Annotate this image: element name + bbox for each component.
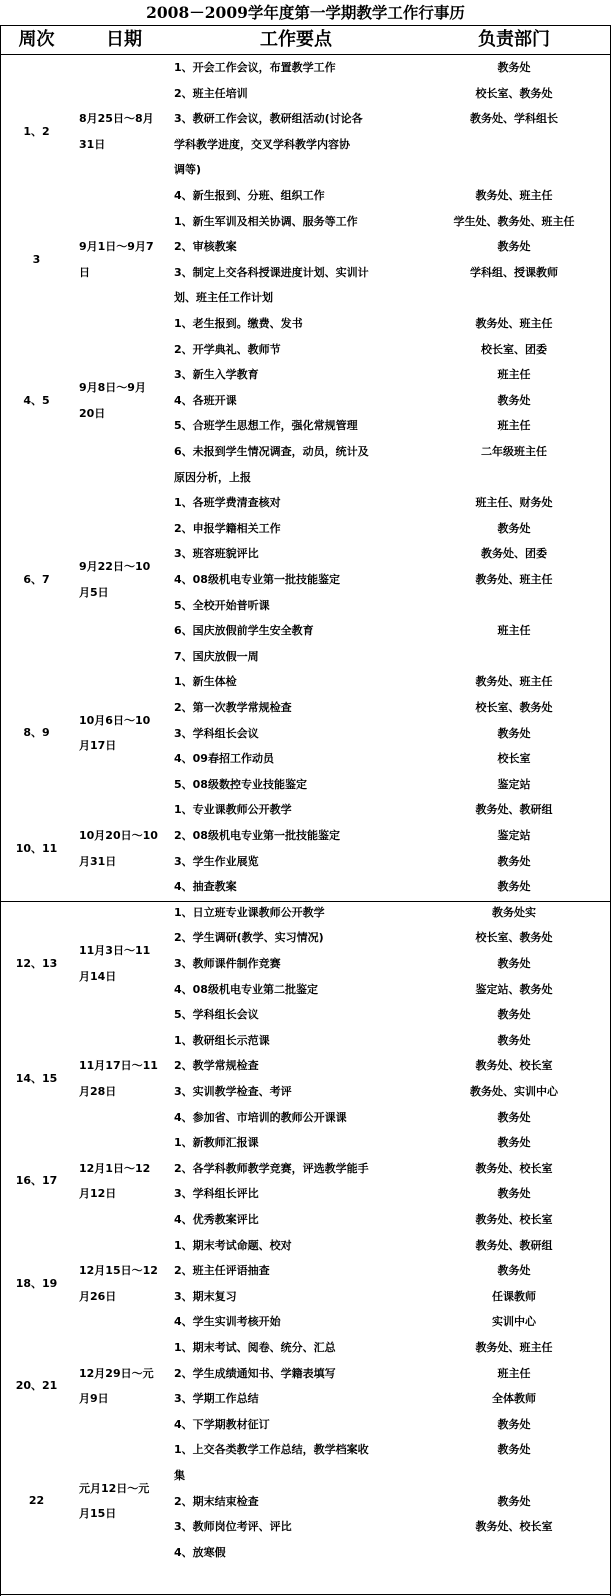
task-item: 7、国庆放假一周 bbox=[174, 649, 259, 663]
task-item: 2、开学典礼、教师节 bbox=[174, 342, 281, 356]
department-cell: 校长室 bbox=[497, 752, 531, 766]
department-cell: 教务处 bbox=[497, 1033, 531, 1047]
department-cell: 学科组、授课教师 bbox=[470, 265, 558, 279]
date-cell: 12月1日～12 月12日 bbox=[79, 1161, 151, 1201]
department-cell: 教务处 bbox=[497, 1136, 531, 1150]
task-item: 4、放寒假 bbox=[174, 1545, 226, 1559]
department-cell: 教务处 bbox=[497, 1110, 531, 1124]
task-item: 1、教研组长示范课 bbox=[174, 1033, 270, 1047]
task-item: 1、新教师汇报课 bbox=[174, 1136, 259, 1150]
task-item: 4、参加省、市培训的教师公开课课 bbox=[174, 1110, 347, 1124]
department-cell: 教务处、班主任 bbox=[475, 189, 553, 202]
department-cell: 全体教师 bbox=[492, 1392, 536, 1406]
task-item: 2、各学科教师教学竞赛，评选教学能手 bbox=[174, 1161, 369, 1175]
department-cell: 教务处 bbox=[497, 240, 531, 254]
date-cell: 9月1日～9月7 日 bbox=[79, 240, 154, 279]
date-cell: 10月20日～10 月31日 bbox=[79, 829, 158, 868]
task-item: 4、新生报到、分班、组织工作 bbox=[174, 189, 325, 202]
department-cell: 班主任 bbox=[497, 624, 531, 638]
department-cell: 班主任 bbox=[497, 368, 531, 382]
task-item: 1、开会工作会议，布置教学工作 bbox=[174, 61, 336, 74]
department-cell: 班主任 bbox=[497, 1366, 531, 1380]
week-cell: 12、13 bbox=[15, 956, 58, 970]
header-week: 周次 bbox=[18, 29, 55, 50]
department-cell: 教务处、校长室 bbox=[475, 1161, 553, 1175]
department-cell: 教务处、校长室 bbox=[475, 1520, 553, 1534]
task-item: 3、学科组长评比 bbox=[174, 1187, 259, 1201]
task-item: 2、学生成绩通知书、学籍表填写 bbox=[174, 1366, 336, 1380]
week-cell: 4、5 bbox=[23, 393, 50, 407]
department-cell: 教务处、校长室 bbox=[475, 1213, 553, 1226]
department-cell: 教务处、教研组 bbox=[475, 1238, 553, 1252]
department-cell: 校长室、教务处 bbox=[475, 86, 553, 100]
department-cell: 任课教师 bbox=[492, 1289, 536, 1303]
department-cell: 教务处、学科组长 bbox=[470, 112, 558, 126]
task-item: 3、学科组长会议 bbox=[174, 726, 259, 740]
week-cell: 8、9 bbox=[23, 726, 50, 740]
date-cell: 11月17日～11 月28日 bbox=[79, 1059, 158, 1098]
task-item: 2、第一次教学常规检查 bbox=[174, 701, 292, 714]
department-cell: 教务处 bbox=[497, 1494, 531, 1508]
task-item: 3、学期工作总结 bbox=[174, 1392, 259, 1406]
task-item: 5、08级数控专业技能鉴定 bbox=[174, 777, 307, 791]
department-cell: 教务处、班主任 bbox=[475, 573, 553, 586]
date-cell: 元月12日～元 月15日 bbox=[79, 1481, 150, 1521]
department-cell: 教务处、班主任 bbox=[475, 317, 553, 330]
task-item: 5、全校开始普听课 bbox=[174, 598, 270, 612]
department-cell: 教务处 bbox=[497, 61, 531, 74]
task-item: 2、期末结束检查 bbox=[174, 1494, 259, 1508]
department-cell: 教务处、实训中心 bbox=[470, 1085, 558, 1098]
task-item: 4、08级机电专业第二批鉴定 bbox=[174, 982, 318, 996]
date-cell: 12月29日～元 月9日 bbox=[79, 1366, 154, 1406]
task-item: 2、08级机电专业第一批技能鉴定 bbox=[174, 829, 340, 842]
week-cell: 18、19 bbox=[15, 1276, 58, 1290]
department-cell: 教务处 bbox=[497, 1008, 531, 1022]
task-item: 1、新生体检 bbox=[174, 675, 237, 689]
week-cell: 6、7 bbox=[23, 572, 50, 586]
department-cell: 教务处、班主任 bbox=[475, 1341, 553, 1354]
task-item: 4、优秀教案评比 bbox=[174, 1213, 259, 1226]
department-cell: 教务处 bbox=[497, 880, 531, 894]
department-cell: 班主任、财务处 bbox=[475, 496, 553, 510]
task-item: 1、期末考试、阅卷、统分、汇总 bbox=[174, 1341, 336, 1354]
task-item: 3、新生入学教育 bbox=[174, 368, 259, 382]
task-item: 集 bbox=[174, 1469, 185, 1482]
task-item: 4、08级机电专业第一批技能鉴定 bbox=[174, 573, 340, 586]
department-cell: 教务处、班主任 bbox=[475, 675, 553, 689]
header-tasks: 工作要点 bbox=[260, 29, 332, 50]
task-item: 6、国庆放假前学生安全教育 bbox=[174, 624, 314, 638]
week-cell: 16、17 bbox=[15, 1174, 58, 1188]
department-cell: 班主任 bbox=[497, 419, 531, 433]
department-cell: 校长室、团委 bbox=[481, 342, 547, 356]
task-item: 原因分析，上报 bbox=[174, 470, 251, 484]
department-cell: 校长室、教务处 bbox=[475, 701, 553, 714]
week-cell: 10、11 bbox=[15, 841, 58, 855]
task-item: 2、班主任评语抽查 bbox=[174, 1264, 270, 1278]
department-cell: 教务处 bbox=[497, 854, 531, 868]
department-cell: 教务处、校长室 bbox=[475, 1059, 553, 1073]
task-item: 1、专业课教师公开教学 bbox=[174, 803, 292, 817]
department-cell: 教务处 bbox=[497, 726, 531, 740]
week-cell: 3 bbox=[32, 252, 41, 266]
department-cell: 鉴定站 bbox=[497, 829, 531, 842]
date-cell: 9月22日～10 月5日 bbox=[79, 560, 151, 599]
task-item: 4、下学期教材征订 bbox=[174, 1417, 270, 1431]
department-cell: 教务处 bbox=[497, 521, 531, 535]
task-item: 2、班主任培训 bbox=[174, 86, 248, 100]
task-item: 5、合班学生思想工作，强化常规管理 bbox=[174, 419, 358, 433]
date-cell: 8月25日～8月 31日 bbox=[79, 112, 154, 151]
week-cell: 14、15 bbox=[15, 1072, 58, 1085]
task-item: 1、老生报到。缴费、发书 bbox=[174, 317, 303, 330]
department-cell: 二年级班主任 bbox=[481, 445, 547, 458]
date-cell: 11月3日～11 月14日 bbox=[79, 944, 151, 983]
department-cell: 教务处 bbox=[497, 1264, 531, 1278]
task-item: 4、各班开课 bbox=[174, 393, 237, 407]
task-item: 2、申报学籍相关工作 bbox=[174, 521, 281, 535]
task-item: 2、教学常规检查 bbox=[174, 1059, 259, 1073]
week-cell: 22 bbox=[28, 1494, 45, 1508]
header-date: 日期 bbox=[106, 29, 142, 50]
task-item: 4、09春招工作动员 bbox=[174, 752, 274, 766]
task-item: 3、期末复习 bbox=[174, 1289, 237, 1303]
task-item: 3、教研工作会议，教研组活动(讨论各 bbox=[174, 112, 363, 126]
task-item: 调等) bbox=[174, 163, 202, 177]
department-cell: 教务处 bbox=[497, 957, 531, 970]
date-cell: 9月8日～9月 20日 bbox=[79, 381, 146, 420]
department-cell: 校长室、教务处 bbox=[475, 931, 553, 945]
department-cell: 学生处、教务处、班主任 bbox=[453, 214, 575, 228]
task-item: 2、审核教案 bbox=[174, 240, 237, 254]
task-item: 3、教师岗位考评、评比 bbox=[174, 1520, 292, 1534]
date-cell: 10月6日～10 月17日 bbox=[79, 713, 151, 753]
task-item: 1、日立班专业课教师公开教学 bbox=[174, 905, 325, 919]
task-item: 1、期末考试命题、校对 bbox=[174, 1238, 292, 1252]
department-cell: 教务处、团委 bbox=[481, 547, 547, 561]
department-cell: 教务处 bbox=[497, 1187, 531, 1201]
task-item: 划、班主任工作计划 bbox=[174, 291, 273, 305]
date-cell: 12月15日～12 月26日 bbox=[79, 1264, 158, 1303]
week-cell: 1、2 bbox=[23, 124, 50, 138]
department-cell: 教务处 bbox=[497, 1417, 531, 1431]
task-item: 6、未报到学生情况调查，动员，统计及 bbox=[174, 445, 369, 458]
department-cell: 实训中心 bbox=[492, 1315, 536, 1329]
department-cell: 教务处、教研组 bbox=[475, 803, 553, 817]
task-item: 2、学生调研(教学、实习情况) bbox=[174, 931, 324, 945]
department-cell: 教务处实 bbox=[492, 905, 536, 919]
task-item: 3、学生作业展览 bbox=[174, 854, 259, 868]
week-cell: 20、21 bbox=[15, 1379, 58, 1393]
task-item: 学科教学进度，交叉学科教学内容协 bbox=[174, 137, 350, 151]
task-item: 1、各班学费清查核对 bbox=[174, 496, 281, 510]
task-item: 4、学生实训考核开始 bbox=[174, 1315, 281, 1329]
task-item: 1、新生军训及相关协调、服务等工作 bbox=[174, 214, 358, 228]
page-bottom-border bbox=[0, 1594, 611, 1595]
task-item: 3、班容班貌评比 bbox=[174, 547, 259, 561]
page-title: 2008－2009学年度第一学期教学工作行事历 bbox=[146, 3, 465, 22]
task-item: 5、学科组长会议 bbox=[174, 1008, 259, 1022]
task-item: 3、制定上交各科授课进度计划、实训计 bbox=[174, 265, 369, 279]
department-cell: 鉴定站 bbox=[497, 777, 531, 791]
task-item: 4、抽查教案 bbox=[174, 880, 237, 894]
task-item: 3、实训教学检查、考评 bbox=[174, 1085, 292, 1098]
task-item: 1、上交各类教学工作总结，教学档案收 bbox=[174, 1443, 369, 1457]
header-dept: 负责部门 bbox=[478, 29, 550, 50]
department-cell: 教务处 bbox=[497, 1443, 531, 1457]
department-cell: 教务处 bbox=[497, 393, 531, 407]
department-cell: 鉴定站、教务处 bbox=[475, 982, 553, 996]
task-item: 3、教师课件制作竞赛 bbox=[174, 957, 281, 970]
